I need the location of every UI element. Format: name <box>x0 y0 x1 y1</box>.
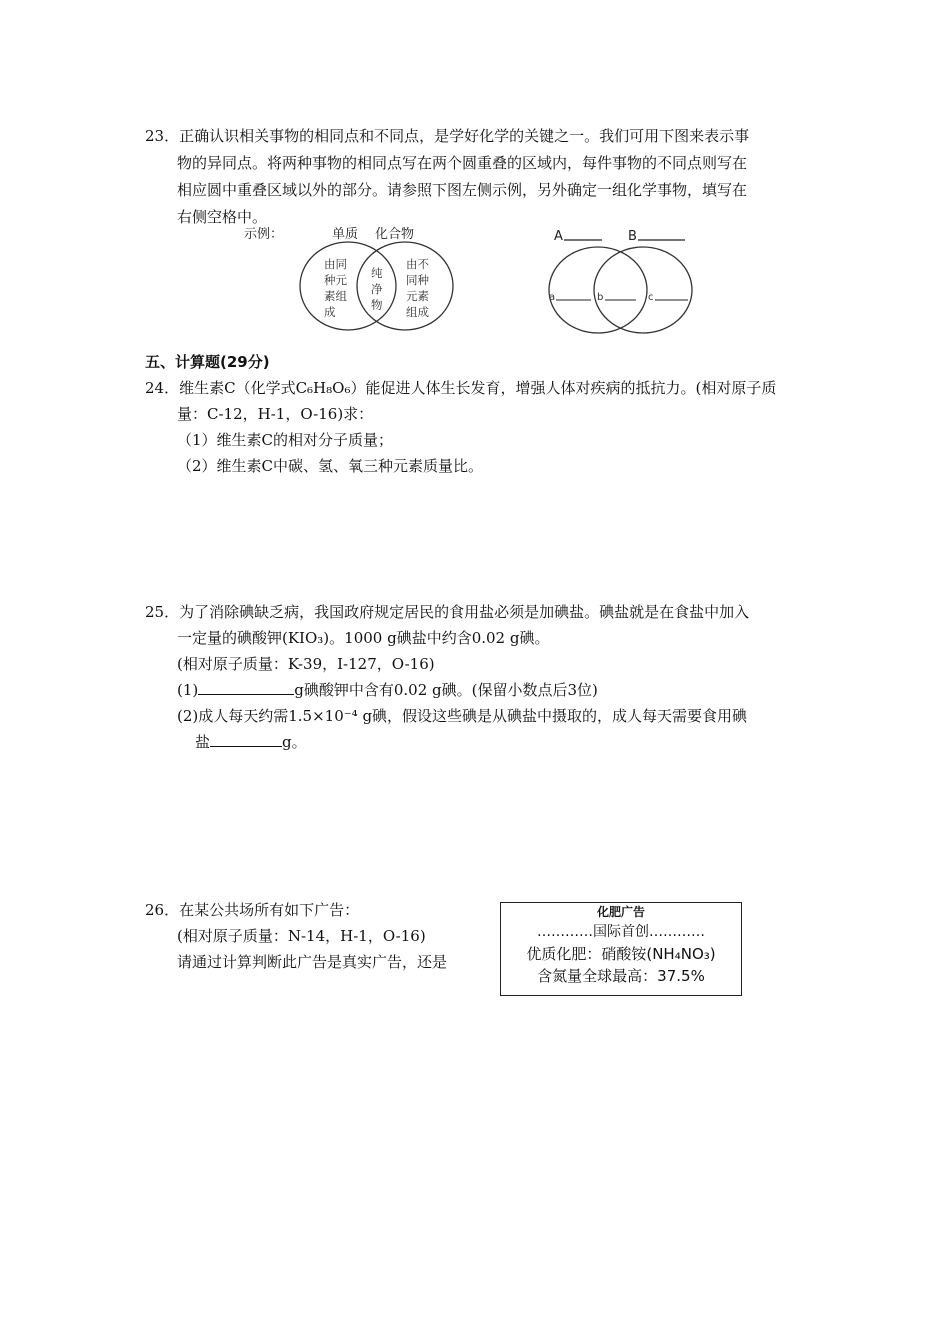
blank-left-circle <box>549 247 647 333</box>
example-left-text-3: 素组 <box>324 289 347 303</box>
q25-sub-1-suffix: g碘酸钾中含有0.02 g碘。(保留小数点后3位) <box>294 681 598 699</box>
q25-sub-2-line-2 <box>195 729 307 755</box>
ad-line-4: 含氮量全球最高：37.5% <box>537 967 705 985</box>
blank-right-circle <box>594 247 692 333</box>
q25-sub-1-prefix: (1) <box>177 681 199 699</box>
example-right-text-4: 组成 <box>406 305 429 319</box>
blank-title-b: B <box>628 229 637 244</box>
example-middle-text-3: 物 <box>371 298 383 312</box>
question-23 <box>145 123 825 231</box>
q25-line-2: 一定量的碘酸钾(KIO₃)。1000 g碘盐中约含0.02 g碘。 <box>177 629 550 647</box>
q24-sub-1: （1）维生素C的相对分子质量； <box>177 431 394 449</box>
q25-sub-2-suffix: g。 <box>282 733 307 751</box>
ad-line-3: 优质化肥：硝酸铵(NH₄NO₃) <box>526 945 716 963</box>
blank-label-c: c <box>648 292 654 303</box>
fertilizer-ad-box <box>500 902 742 996</box>
q23-line-2: 物的异同点。将两种事物的相同点写在两个圆重叠的区域内，每件事物的不同点则写在 <box>177 154 748 172</box>
q26-line-3: 请通过计算判断此广告是真实广告，还是 <box>177 953 448 971</box>
example-left-text-2: 种元 <box>324 273 347 287</box>
example-middle-text-2: 净 <box>371 282 383 296</box>
ad-line-2: …………国际首创………… <box>537 924 705 940</box>
q24-line-1: 24．维生素C（化学式C₆H₈O₆）能促进人体生长发育，增强人体对疾病的抵抗力。(相对原子质 <box>145 379 777 397</box>
blank-venn-diagram <box>540 222 700 334</box>
example-left-title: 单质 <box>332 227 359 242</box>
example-right-text-3: 元素 <box>406 289 429 303</box>
q25-sub-1 <box>177 677 598 703</box>
example-label: 示例： <box>244 227 284 242</box>
example-right-text-2: 同种 <box>406 273 429 287</box>
blank-label-b: b <box>597 292 604 303</box>
q25-answer-blank-2[interactable] <box>210 732 282 747</box>
q25-line-3: (相对原子质量：K-39，I-127，O-16) <box>177 655 435 673</box>
q26-line-2: (相对原子质量：N-14，H-1，O-16) <box>177 927 426 945</box>
example-left-text-1: 由同 <box>324 257 347 271</box>
q23-line-1: 23．正确认识相关事物的相同点和不同点，是学好化学的关键之一。我们可用下图来表示事 <box>145 127 750 145</box>
q23-line-4: 右侧空格中。 <box>177 208 268 226</box>
example-left-text-4: 成 <box>324 305 336 319</box>
q26-line-1: 26．在某公共场所有如下广告： <box>145 901 360 919</box>
section-5-title: 五、计算题(29分) <box>145 353 270 371</box>
q24-sub-2: （2）维生素C中碳、氢、氧三种元素质量比。 <box>177 457 484 475</box>
q25-sub-2-line-1: (2)成人每天约需1.5×10⁻⁴ g碘，假设这些碘是从碘盐中摄取的，成人每天需要食用碘 <box>177 707 748 725</box>
blank-title-a: A <box>554 229 563 244</box>
q25-answer-blank-1[interactable] <box>198 680 294 695</box>
q24-line-2: 量：C-12，H-1，O-16)求： <box>177 405 374 423</box>
example-middle-text-1: 纯 <box>371 266 383 280</box>
ad-title: 化肥广告 <box>596 905 645 919</box>
example-right-title: 化合物 <box>375 227 415 242</box>
example-right-text-1: 由不 <box>406 257 429 271</box>
blank-label-a: a <box>549 292 556 303</box>
q23-line-3: 相应圆中重叠区域以外的部分。请参照下图左侧示例，另外确定一组化学事物，填写在 <box>177 181 748 199</box>
q25-line-1: 25．为了消除碘缺乏病，我国政府规定居民的食用盐必须是加碘盐。碘盐就是在食盐中加入 <box>145 603 750 621</box>
example-venn-diagram <box>240 222 480 334</box>
q25-sub-2-prefix: 盐 <box>195 733 211 751</box>
